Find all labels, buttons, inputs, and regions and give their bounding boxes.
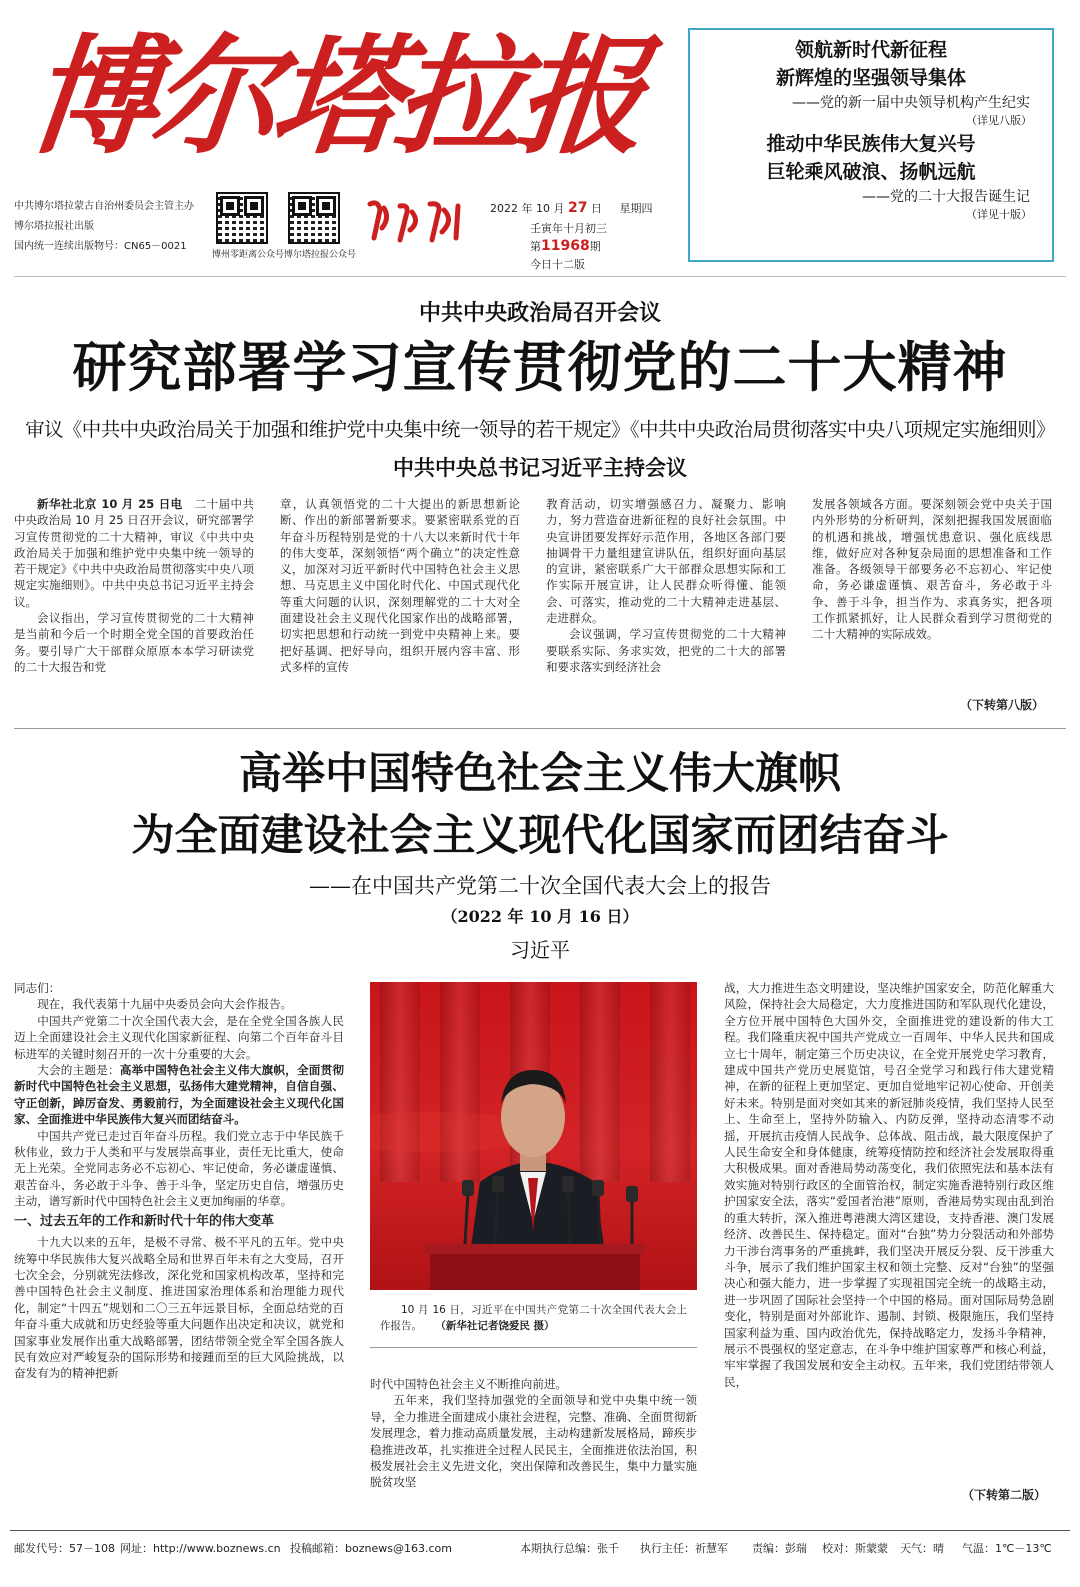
report-right-p1: 战，大力推进生态文明建设，坚决维护国家安全，防范化解重大风险，保持社会大局稳定，大力度推进国防和军队现代化建设，全方位开展中国特色大国外交，全面推进党的建设新的伟大工程。我们隆重庆祝中国共产党成立一百周年、中华人民共和国成立七十周年，制定第三个历史决议，在全党开展党史学习教育，建成中国共产党历史展览馆，号召全党学习和践行伟大建党精神，在新的征程上更加坚定、更加自觉地牢记初心使命、开创美好未来。特别是面对突如其来的新冠肺炎疫情，我们坚持人民至上、生命至上，坚持外防输入、内防反弹，坚持动态清零不动摇，开展抗击疫情人民战争、总体战、阻击战，最大限度保护了人民生命安全和身体健康，统筹疫情防控和经济社会发展取得重大积极成果。面对香港局势动荡变化，我们依照宪法和基本法有效实施对特别行政区的全面管治权，制定实施香港特别行政区维护国家安全法，落实“爱国者治港”原则，香港局势实现由乱到治的重大转折，深入推进粤港澳大湾区建设，支持香港、澳门发展经济、改善民生、保持稳定。面对“台独”势力分裂活动和外部势力干涉台湾事务的严重挑衅，我们坚决开展反分裂、反干涉重大斗争，展示了我们维护国家主权和领土完整、反对“台独”的坚强决心和强大能力，进一步掌握了实现祖国完全统一的战略主动，进一步巩固了国际社会坚持一个中国的格局。面对国际局势急剧变化，特别是面对外部讹诈、遏制、封锁、极限施压，我们坚持国家利益为重、国内政治优先，保持战略定力，发扬斗争精神，展示不畏强权的坚定意志，在斗争中维护国家尊严和核心利益，牢牢掌握了我国发展和安全主动权。五年来，我们党团结带领人民， [724,981,1054,1389]
page-count: 今日十二版 [530,258,585,271]
masthead-divider [14,276,1066,277]
footer-chief-editor: 本期执行总编：张千 [520,1542,619,1555]
report-subtitle: ——在中国共产党第二十次全国代表大会上的报告 [309,874,771,898]
report-theme-label: 大会的主题是： [37,1063,120,1078]
lead-column-1 [14,496,254,716]
report-column-middle [370,1376,697,1504]
qr-label-2: 博尔塔拉报公众号 [284,250,357,260]
mongolian-script-logo [360,198,472,246]
date-suffix: 日 [590,202,602,215]
report-headline-1[interactable]: 高举中国特色社会主义伟大旗帜 [239,749,841,799]
date-day: 27 [567,200,588,216]
report-mid-p2: 五年来，我们坚持加强党的全面领导和党中央集中统一领导，全力推进全面建成小康社会进程，完整、准确、全面贯彻新发展理念，着力推动高质量发展，主动构建新发展格局，蹄疾步稳推进改革，扎实推进全过程人民民主，全面推进依法治国，积极发展社会主义先进文化，突出保障和改善民生，集中力量实施脱贫攻坚 [370,1393,697,1490]
footer-proof: 校对：斯蒙蒙 [822,1542,888,1555]
lead-col3-p1: 教育活动，切实增强感召力、凝聚力、影响力，努力营造奋进新征程的良好社会氛围。中央宣讲团要发挥好示范作用，各地区各部门要抽调骨干力量组建宣讲队伍，组织好面向基层的宣讲，紧密联系广大干部群众思想实际和工作实际开展宣讲，让人民群众听得懂、能领会、可落实，推动党的二十大精神走进基层、走进群众。 [546,497,786,626]
publisher-line-2: 博尔塔拉报社出版 [14,221,94,232]
lead-column-4 [812,496,1052,696]
footer-temperature: 气温：1℃－13℃ [962,1542,1052,1555]
lead-col1-p2: 会议指出，学习宣传贯彻党的二十大精神是当前和今后一个时期全党全国的首要政治任务。要引导广大干部群众原原本本学习研读党的二十大报告和党 [14,611,254,674]
date-prefix: 2022 年 10 月 [490,202,565,215]
report-left-p2: 中国共产党第二十次全国代表大会，是在全党全国各族人民迈上全面建设社会主义现代化国家新征程、向第二个百年奋斗目标进军的关键时刻召开的一次十分重要的大会。 [14,1013,344,1061]
promo-1-subtitle: ——党的新一届中央领导机构产生纪实 [792,95,1030,111]
lead-headline[interactable]: 研究部署学习宣传贯彻党的二十大精神 [72,336,1008,399]
publisher-line-3: 国内统一连续出版物号：CN65－0021 [14,241,187,252]
publisher-line-1: 中共博尔塔拉蒙古自治州委员会主管主办 [14,201,194,212]
photo-caption [370,1290,697,1348]
lead-col3-p2: 会议强调，学习宣传贯彻党的二十大精神要联系实际、务求实效，把党的二十大的部署和要求落实到经济社会 [546,627,786,674]
section-1-heading: 一、过去五年的工作和新时代十年的伟大变革 [14,1213,275,1229]
lead-col1-p1: 二十届中共中央政治局 10 月 25 日召开会议，研究部署学习宣传贯彻党的二十大精神，审议《中共中央政治局关于加强和维护党中央集中统一领导的若干规定》《中共中央政治局贯彻落实中央八项规定实施细则》。中共中央总书记习近平主持会议。 [14,497,254,609]
promo-2-ref: （详见十版） [966,208,1032,221]
issue-suffix: 期 [589,240,601,253]
photo-caption-text: 10 月 16 日，习近平在中国共产党第二十次全国代表大会上作报告。 [380,1304,687,1332]
footer-weather: 天气：晴 [900,1542,944,1555]
qr-block-2 [284,192,356,260]
footer-editor: 责编：彭瑞 [752,1542,807,1555]
weekday: 星期四 [619,202,653,215]
lead-deck-2: 中共中央总书记习近平主持会议 [393,456,687,480]
promo-item-1[interactable] [690,30,1052,128]
lead-column-3 [546,496,786,716]
qr-label-1: 博州零距离公众号 [212,250,285,260]
lunar-date: 壬寅年十月初三 [530,222,607,235]
report-headline-2[interactable]: 为全面建设社会主义现代化国家而团结奋斗 [131,811,949,861]
report-left-p5: 十九大以来的五年，是极不寻常、极不平凡的五年。党中央统筹中华民族伟大复兴战略全局和世界百年未有之大变局，召开七次全会，分别就宪法修改，深化党和国家机构改革，坚持和完善中国特色社会主义制度、推进国家治理体系和治理能力现代化，制定“十四五”规划和二〇三五年远景目标，全面总结党的百年奋斗重大成就和历史经验等重大问题作出决定和决议，就党和国家事业发展作出重大战略部署，团结带领全党全军全国各族人民有效应对严峻复杂的国际形势和接踵而至的巨大风险挑战，以奋发有为的精神把新 [14,1235,344,1381]
promo-1-ref: （详见八版） [966,114,1032,127]
report-theme-text: 高举中国特色社会主义伟大旗帜，全面贯彻新时代中国特色社会主义思想，弘扬伟大建党精神，自信自强、守正创新，踔厉奋发、勇毅前行，为全面建设社会主义现代化国家、全面推进中华民族伟大复兴而团结奋斗。 [14,1063,344,1127]
footer-exec-director: 执行主任：祈慧军 [640,1542,728,1555]
report-column-right [724,980,1054,1488]
promo-box [688,28,1054,262]
promo-2-headline-2: 巨轮乘风破浪、扬帆远航 [766,161,976,183]
lead-column-2 [280,496,520,716]
qr-block-1 [212,192,285,260]
lead-col2-text: 章，认真领悟党的二十大提出的新思想新论断、作出的新部署新要求。要紧密联系党的百年奋斗历程特别是党的十八大以来新时代十年的伟大变革，深刻领悟“两个确立”的决定性意义，加深对习近平新时代中国特色社会主义思想、马克思主义中国化时代化、中国式现代化等重大问题的认识，深刻理解党的二十大对全面建设社会主义现代化国家作出的战略部署，切实把思想和行动统一到党中央精神上来。要把好基调、把好导向，组织开展内容丰富、形式多样的宣传 [280,497,520,674]
promo-2-subtitle: ——党的二十大报告诞生记 [862,189,1030,205]
footer-divider [10,1530,1070,1531]
report-column-left [14,980,344,1502]
publisher-info [14,200,204,254]
report-jump[interactable]: （下转第二版） [962,1488,1047,1502]
issue-value: 11968 [541,238,590,254]
promo-item-2[interactable] [690,128,1052,222]
dateline: 新华社北京 10 月 25 日电 [37,497,183,511]
footer-postal: 邮发代号：57－108 [14,1542,115,1555]
footer-email[interactable]: 投稿邮箱：boznews@163.com [290,1542,452,1555]
lead-kicker: 中共中央政治局召开会议 [418,301,661,326]
promo-1-headline-2: 新辉煌的坚强领导集体 [775,67,966,89]
issue-number [530,238,670,254]
speaker-photo [370,982,697,1290]
photo-credit: （新华社记者饶爱民 摄） [435,1320,555,1332]
promo-1-headline-1: 领航新时代新征程 [794,39,947,61]
lead-deck: 审议《中共中央政治局关于加强和维护党中央集中统一领导的若干规定》《中共中央政治局贯彻落实中央八项规定实施细则》 [25,418,1055,441]
date-info [490,200,670,272]
report-left-p1: 现在，我代表第十九届中央委员会向大会作报告。 [37,997,293,1012]
lead-jump[interactable]: （下转第八版） [960,698,1045,712]
report-left-p4: 中国共产党已走过百年奋斗历程。我们党立志于中华民族千秋伟业，致力于人类和平与发展崇高事业，责任无比重大，使命无上光荣。全党同志务必不忘初心、牢记使命，务必谦虚谨慎、艰苦奋斗，务必敢于斗争、善于斗争，坚定历史自信，增强历史主动，谱写新时代中国特色社会主义更加绚丽的华章。 [14,1128,344,1209]
qr-code-icon [216,192,268,244]
report-mid-p1: 时代中国特色社会主义不断推向前进。 [370,1377,568,1391]
promo-2-headline-1: 推动中华民族伟大复兴号 [766,133,976,155]
section-divider [14,728,1066,729]
report-author: 习近平 [510,938,570,962]
qr-code-icon [288,192,340,244]
issue-prefix: 第 [530,240,541,253]
lead-col4-text: 发展各领域各方面。要深刻领会党中央关于国内外形势的分析研判，深刻把握我国发展面临的机遇和挑战，增强忧患意识、强化底线思维，做好应对各种复杂局面的思想准备和工作准备。各级领导干部要务必不忘初心、牢记使命，务必谦虚谨慎、艰苦奋斗，务必敢于斗争、善于斗争，担当作为、求真务实，把各项工作抓紧抓好，让人民群众看到学习贯彻党的二十大精神的实际成效。 [812,497,1052,642]
footer-website[interactable]: 网址：http://www.boznews.cn [120,1542,281,1555]
masthead-title: 博尔塔拉报 [22,22,648,172]
report-date: （2022 年 10 月 16 日） [441,907,639,926]
salutation: 同志们： [14,981,61,995]
